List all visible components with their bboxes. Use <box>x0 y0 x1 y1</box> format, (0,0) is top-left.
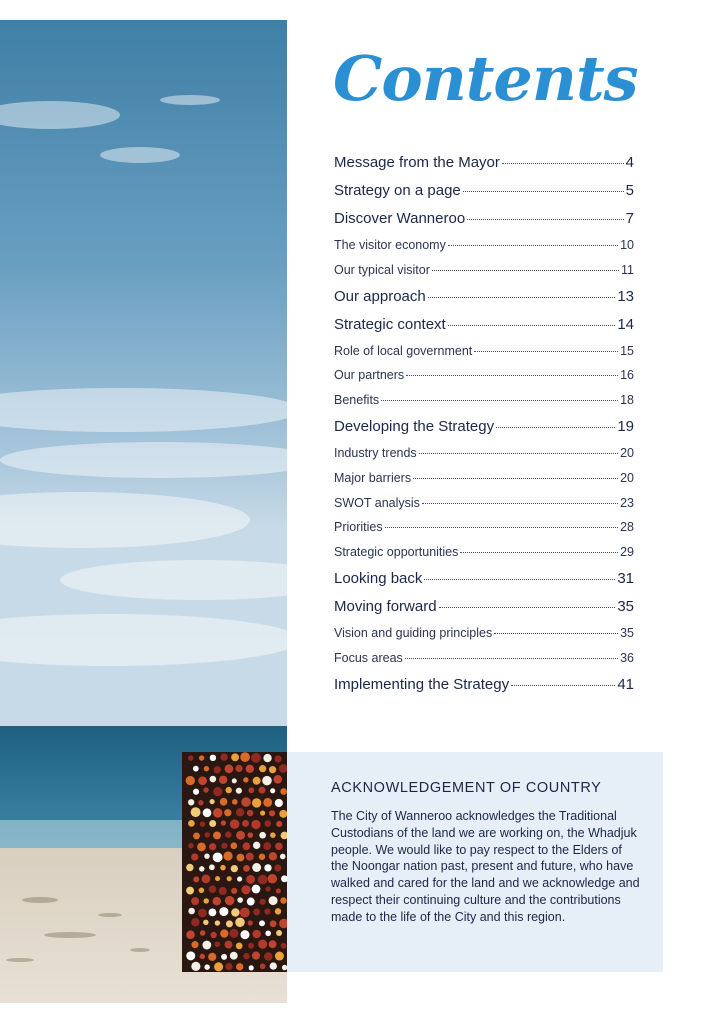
toc-entry[interactable] <box>334 570 634 598</box>
toc-entry-page: 7 <box>625 210 634 227</box>
dot-leader <box>406 375 618 376</box>
toc-entry-page: 16 <box>620 368 634 383</box>
toc-entry-label: Discover Wanneroo <box>334 210 466 227</box>
dot-leader <box>496 427 615 428</box>
toc-entry-page: 10 <box>620 238 634 252</box>
toc-entry-page: 35 <box>620 625 634 640</box>
toc-entry-label: Developing the Strategy <box>334 417 495 435</box>
toc-entry-label: Our typical visitor <box>334 262 430 277</box>
toc-entry[interactable] <box>334 344 634 369</box>
toc-entry-page: 23 <box>620 495 634 510</box>
toc-entry-label: Focus areas <box>334 650 403 665</box>
toc-entry-label: Priorities <box>334 520 383 535</box>
toc-entry-page: 4 <box>625 154 634 171</box>
dot-leader <box>439 607 616 608</box>
dot-leader <box>511 685 615 686</box>
toc-entry[interactable] <box>334 471 634 496</box>
toc-entry-label: Implementing the Strategy <box>334 675 510 693</box>
toc-entry-label: Strategic context <box>334 315 446 333</box>
dot-leader <box>422 503 618 504</box>
dot-leader <box>385 527 618 528</box>
page-title: Contents <box>333 42 638 115</box>
toc-entry[interactable] <box>334 626 634 651</box>
toc-entry-label: Looking back <box>334 569 423 587</box>
toc-entry[interactable] <box>334 368 634 393</box>
dot-leader <box>448 325 616 326</box>
dot-leader <box>494 633 618 634</box>
toc-entry-label: Major barriers <box>334 470 412 485</box>
toc-entry-label: Role of local government <box>334 343 473 358</box>
toc-entry-page: 29 <box>620 545 634 560</box>
toc-entry[interactable] <box>334 496 634 521</box>
aboriginal-dot-artwork <box>182 752 287 972</box>
toc-entry[interactable] <box>334 238 634 263</box>
toc-entry[interactable] <box>334 446 634 471</box>
dot-leader <box>413 478 618 479</box>
dot-leader <box>424 579 615 580</box>
toc-entry-label: Message from the Mayor <box>334 154 500 171</box>
toc-entry-page: 41 <box>617 675 634 693</box>
dot-leader <box>381 400 618 401</box>
toc-entry[interactable] <box>334 651 634 676</box>
toc-entry-page: 18 <box>620 393 634 408</box>
toc-entry[interactable] <box>334 598 634 626</box>
acknowledgement-text: The City of Wanneroo acknowledges the Traditional Custodians of the land we are working on, the Whadjuk people. We would like to pay respect to the Elders of the Noongar nation past, present and future, who have walked and cared for the land and we acknowledge and respect their continuing culture and the contributions made to the life of the City and this region. <box>331 809 640 924</box>
toc-entry[interactable] <box>334 263 634 288</box>
toc-entry-label: SWOT analysis <box>334 495 420 510</box>
dot-leader <box>463 191 624 192</box>
toc-entry-page: 15 <box>620 343 634 358</box>
dot-leader <box>460 552 618 553</box>
toc-entry[interactable] <box>334 288 634 316</box>
toc-entry-label: Vision and guiding principles <box>334 625 493 640</box>
toc-entry-label: The visitor economy <box>334 238 446 252</box>
toc-entry-label: Industry trends <box>334 445 417 460</box>
toc-entry-label: Strategy on a page <box>334 182 461 199</box>
toc-entry[interactable] <box>334 182 634 210</box>
dot-leader <box>432 270 619 271</box>
table-of-contents <box>334 154 634 704</box>
toc-entry-page: 35 <box>617 597 634 615</box>
toc-entry-page: 20 <box>620 470 634 485</box>
toc-entry-page: 5 <box>625 182 634 199</box>
toc-entry-page: 31 <box>617 569 634 587</box>
dot-leader <box>467 219 623 220</box>
toc-entry[interactable] <box>334 210 634 238</box>
toc-entry[interactable] <box>334 418 634 446</box>
toc-entry-label: Our approach <box>334 287 426 305</box>
dot-leader <box>419 453 618 454</box>
toc-entry-page: 36 <box>620 650 634 665</box>
dot-leader <box>405 658 618 659</box>
acknowledgement-title: ACKNOWLEDGEMENT OF COUNTRY <box>331 780 602 796</box>
toc-entry[interactable] <box>334 520 634 545</box>
toc-entry[interactable] <box>334 545 634 570</box>
dot-leader <box>448 245 618 246</box>
toc-entry[interactable] <box>334 316 634 344</box>
toc-entry-page: 14 <box>617 315 634 333</box>
toc-entry-page: 11 <box>621 262 634 277</box>
toc-entry-label: Strategic opportunities <box>334 545 459 560</box>
toc-entry-label: Moving forward <box>334 597 437 615</box>
toc-entry-page: 20 <box>620 445 634 460</box>
toc-entry[interactable] <box>334 676 634 704</box>
toc-entry-page: 19 <box>617 417 634 435</box>
dot-leader <box>474 351 618 352</box>
toc-entry-label: Our partners <box>334 368 405 383</box>
toc-entry[interactable] <box>334 393 634 418</box>
toc-entry-label: Benefits <box>334 393 380 408</box>
toc-entry-page: 28 <box>620 520 634 535</box>
toc-entry-page: 13 <box>617 287 634 305</box>
dot-leader <box>428 297 616 298</box>
dot-leader <box>502 163 624 164</box>
toc-entry[interactable] <box>334 154 634 182</box>
